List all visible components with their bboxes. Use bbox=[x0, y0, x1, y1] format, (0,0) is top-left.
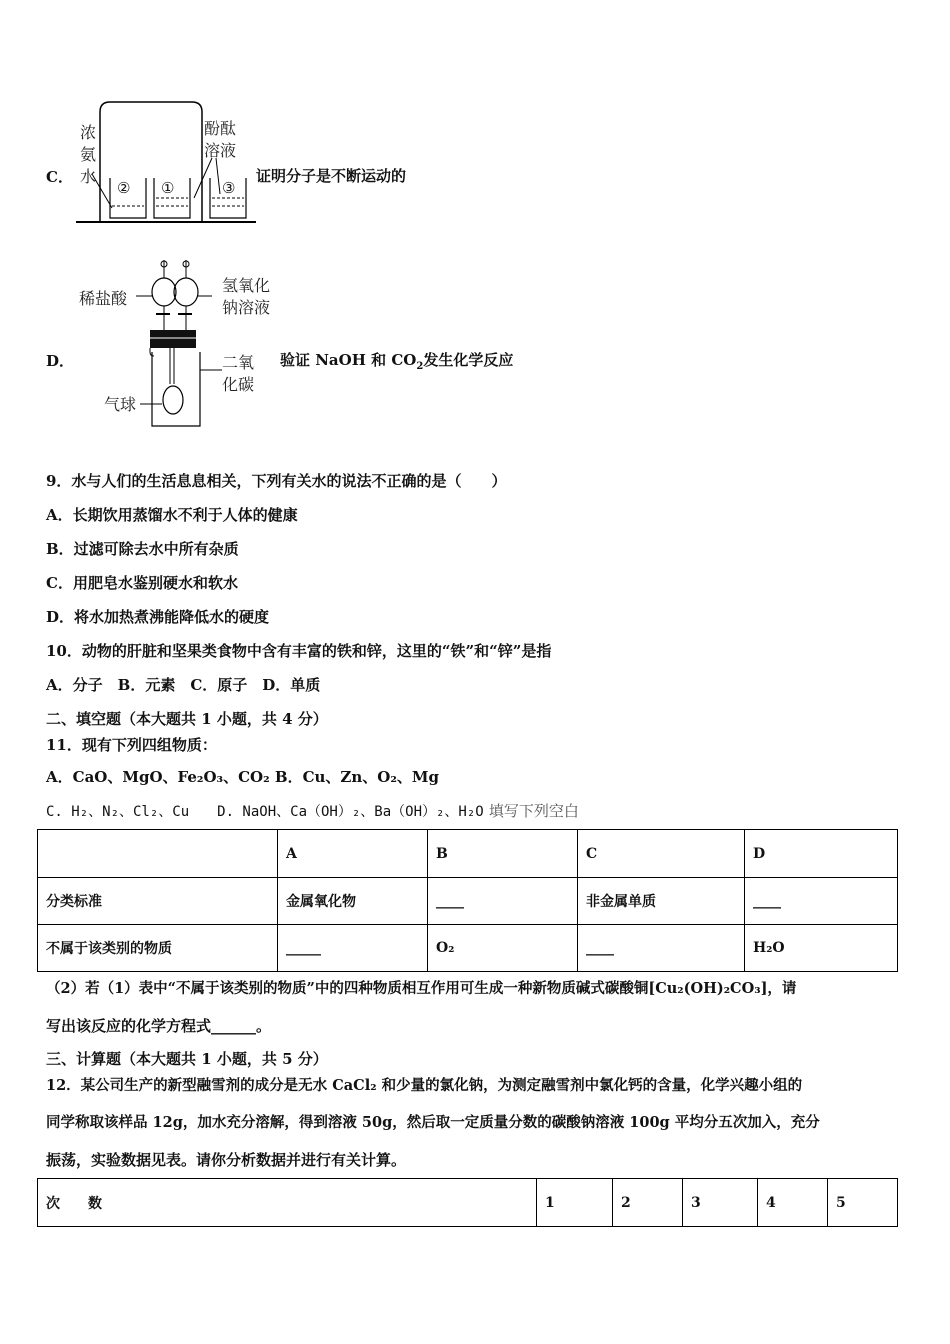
q11-part2-line1: （2）若（1）表中“不属于该类别的物质”中的四种物质相互作用可生成一种新物质碱式碳酸铜[Cu₂(OH)₂CO₃]，请 bbox=[46, 980, 797, 997]
hydrochloric-acid-label: 稀盐酸 bbox=[79, 289, 128, 308]
q9-option-b: B．过滤可除去水中所有杂质 bbox=[46, 540, 239, 558]
beaker-3-label: ③ bbox=[222, 179, 236, 197]
q11-stem: 11．现有下列四组物质： bbox=[46, 736, 217, 754]
q12-line3: 振荡，实验数据见表。请你分析数据并进行有关计算。 bbox=[46, 1151, 407, 1169]
option-c-letter: C． bbox=[46, 168, 73, 186]
section3-heading: 三、计算题（本大题共 1 小题，共 5 分） bbox=[46, 1050, 328, 1068]
q11-part2-line2: 写出该反应的化学方程式______。 bbox=[46, 1017, 272, 1035]
table-cell: 2 bbox=[613, 1179, 683, 1227]
q9-option-a: A．长期饮用蒸馏水不利于人体的健康 bbox=[46, 506, 298, 524]
table-cell: 1 bbox=[537, 1179, 613, 1227]
table-cell: 5 bbox=[828, 1179, 898, 1227]
phenolphthalein-label: 酚酞溶液 bbox=[204, 119, 237, 160]
section2-heading: 二、填空题（本大题共 1 小题，共 4 分） bbox=[46, 710, 328, 728]
table-cell bbox=[38, 830, 278, 878]
table-cell: 不属于该类别的物质 bbox=[38, 925, 278, 972]
table-cell: A bbox=[278, 830, 428, 878]
table-cell: 3 bbox=[683, 1179, 758, 1227]
table-cell: O₂ bbox=[428, 925, 578, 972]
naoh-co2-apparatus bbox=[140, 258, 230, 430]
table-cell: B bbox=[428, 830, 578, 878]
table-cell: 4 bbox=[758, 1179, 828, 1227]
option-d-caption: 验证 NaOH 和 $CO_2$发生化学反应 bbox=[280, 351, 514, 372]
co2-label: 二氧化碳 bbox=[222, 353, 255, 394]
table-cell: 分类标准 bbox=[38, 878, 278, 925]
table-cell: 次 数 bbox=[38, 1179, 537, 1227]
answer-blank[interactable]: ____ bbox=[428, 878, 578, 925]
q11-line1: A．CaO、MgO、Fe₂O₃、CO₂ B．Cu、Zn、O₂、Mg bbox=[46, 768, 440, 786]
q9-option-d: D．将水加热煮沸能降低水的硬度 bbox=[46, 608, 270, 626]
table-row bbox=[38, 878, 898, 925]
q12-line1: 12．某公司生产的新型融雪剂的成分是无水 CaCl₂ 和少量的氯化钠，为测定融雪剂中氯化钙的含量，化学兴趣小组的 bbox=[46, 1077, 803, 1094]
table-header-row bbox=[38, 830, 898, 878]
ammonia-label: 浓氨水 bbox=[80, 123, 97, 186]
table-cell: H₂O bbox=[745, 925, 898, 972]
table-row bbox=[38, 925, 898, 972]
answer-blank[interactable]: _____ bbox=[278, 925, 428, 972]
naoh-solution-label: 氢氧化钠溶液 bbox=[222, 276, 271, 317]
table-cell: D bbox=[745, 830, 898, 878]
beaker-1-label: ① bbox=[161, 179, 175, 197]
option-c-caption: 证明分子是不断运动的 bbox=[256, 167, 407, 185]
beaker-2-label: ② bbox=[117, 179, 131, 197]
q10-options: A．分子 B．元素 C．原子 D．单质 bbox=[46, 676, 321, 694]
table-header-row bbox=[38, 1179, 898, 1227]
q9-option-c: C．用肥皂水鉴别硬水和软水 bbox=[46, 574, 238, 592]
classification-table bbox=[37, 829, 898, 972]
q12-line2: 同学称取该样品 12g，加水充分溶解，得到溶液 50g，然后取一定质量分数的碳酸钠溶液 100g 平均分五次加入，充分 bbox=[46, 1114, 820, 1131]
table-cell: 非金属单质 bbox=[578, 878, 745, 925]
experiment-data-table bbox=[37, 1178, 898, 1227]
answer-blank[interactable]: ____ bbox=[745, 878, 898, 925]
table-cell: 金属氧化物 bbox=[278, 878, 428, 925]
option-d-letter: D． bbox=[46, 352, 75, 370]
q11-line2: C. H₂、N₂、Cl₂、Cu D. NaOH、Ca（OH）₂、Ba（OH）₂、H₂O 填写下列空白 bbox=[46, 802, 579, 820]
q9-stem: 9．水与人们的生活息息相关，下列有关水的说法不正确的是（ ） bbox=[46, 472, 507, 490]
table-cell: C bbox=[578, 830, 745, 878]
q10-stem: 10．动物的肝脏和坚果类食物中含有丰富的铁和锌，这里的“铁”和“锌”是指 bbox=[46, 642, 552, 660]
balloon-label: 气球 bbox=[104, 395, 137, 414]
answer-blank[interactable]: ____ bbox=[578, 925, 745, 972]
